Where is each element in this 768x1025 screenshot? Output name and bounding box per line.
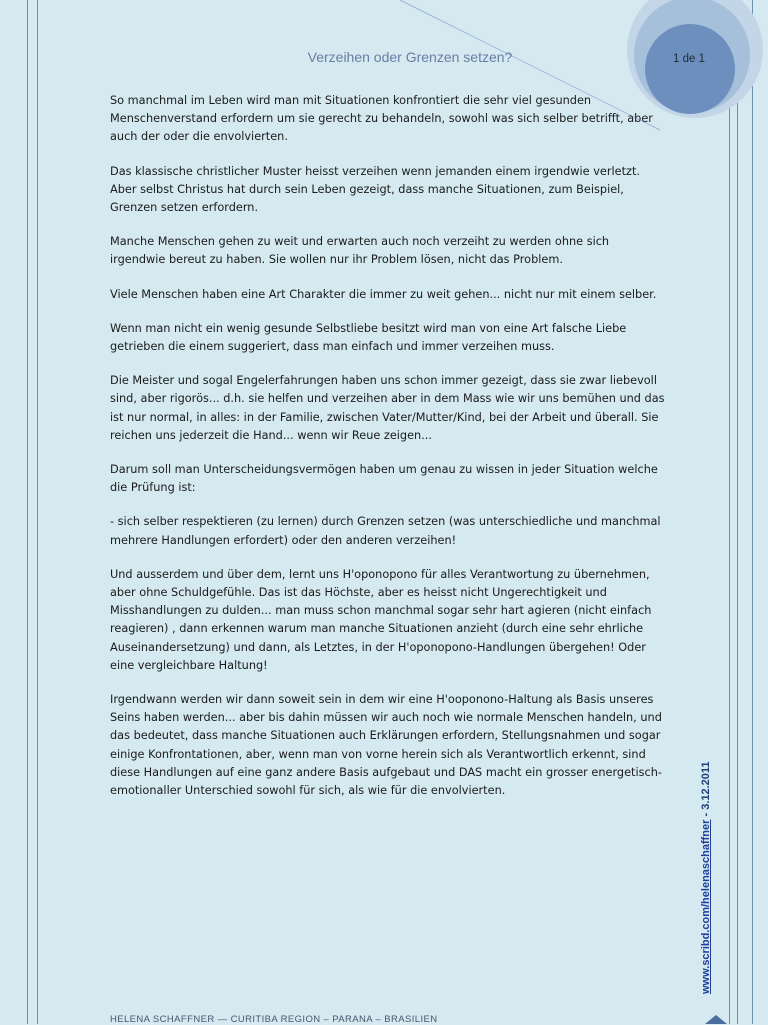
paragraph: So manchmal im Leben wird man mit Situationen konfrontiert die sehr viel gesunden Menschenverstand erfordern um sie gerecht zu behandeln, sowohl was sich selber betrifft, aber auch der oder die envolvierten. xyxy=(110,94,653,144)
paragraph: Viele Menschen haben eine Art Charakter die immer zu weit gehen... nicht nur mit einem selber. xyxy=(110,287,657,301)
page-number: 1 de 1 xyxy=(673,53,705,65)
sidebar-credit xyxy=(700,761,712,994)
paragraph: Wenn man nicht ein wenig gesunde Selbstliebe besitzt wird man von eine Art falsche Liebe getrieben die einem suggeriert, dass man einfach und immer verzeihen muss. xyxy=(110,321,627,354)
footer-text: HELENA SCHAFFNER — CURITIBA REGION – PARANA – BRASILIEN xyxy=(110,1014,438,1025)
paragraph: - sich selber respektieren (zu lernen) durch Grenzen setzen (was unterschiedliche und manchmal mehrere Handlungen erfordert) oder den anderen verzeihen! xyxy=(110,515,661,547)
body-text xyxy=(110,92,666,816)
sidebar-date: - 3.12.2011 xyxy=(700,761,712,820)
paragraph: Die Meister und sogal Engelerfahrungen haben uns schon immer gezeigt, dass sie zwar liebevoll sind, aber rigorös... d.h. sie helfen und verzeihen aber in dem Mass wie wir uns bemühen und das ist nur normal, in alles: in der Familie, zwischen Vater/Mutter/Kind, bei der Arbeit und überall. Sie reichen uns jederzeit die Hand... wenn wir Reue zeigen... xyxy=(110,374,665,442)
scribd-link[interactable]: www.scribd.com/helenaschaffner xyxy=(700,819,712,994)
paragraph: Und ausserdem und über dem, lernt uns H'oponopono für alles Verantwortung zu übernehmen, aber ohne Schuldgefühle. Das ist das Höchste, aber es heisst nicht Ungerechtigkeit und Misshandlungen zu dulden... man muss schon manchmal sogar sehr hart agieren (nicht einfach reagieren) , dann erkennen warum man manche Situationen anzieht (durch eine sehr ehrliche Auseinandersetzung) und dann, als Letztes, in der H'oponopono-Handlungen übergehen! Oder eine vergleichbare Haltung! xyxy=(110,567,652,672)
corner-triangle xyxy=(705,1015,727,1024)
paragraph: Darum soll man Unterscheidungsvermögen haben um genau zu wissen in jeder Situation welche die Prüfung ist: xyxy=(110,463,658,495)
paragraph: Das klassische christlicher Muster heisst verzeihen wenn jemanden einem irgendwie verletzt. Aber selbst Christus hat durch sein Leben gezeigt, dass manche Situationen, zum Beispiel, Grenzen setzen erfordern. xyxy=(110,164,640,215)
page-title: Verzeihen oder Grenzen setzen? xyxy=(307,49,513,65)
paragraph: Irgendwann werden wir dann soweit sein in dem wir eine H'ooponono-Haltung als Basis unseres Seins haben werden... aber bis dahin müssen wir auch noch wie normale Menschen handeln, und das bedeutet, dass manche Situationen auch Erklärungen erfordern, Stellungsnahmen und sogar einige Konfrontationen, aber, wenn man von vorne herein sich als Verantwortlich erkennt, sind diese Handlungen auf eine ganz andere Basis aufgebaut und DAS macht ein grosser energetisch-emotionaller Unterschied sowohl für sich, als wie für die envolvierten. xyxy=(110,693,662,798)
paragraph: Manche Menschen gehen zu weit und erwarten auch noch verzeiht zu werden ohne sich irgendwie bereut zu haben. Sie wollen nur ihr Problem lösen, nicht das Problem. xyxy=(110,235,610,267)
